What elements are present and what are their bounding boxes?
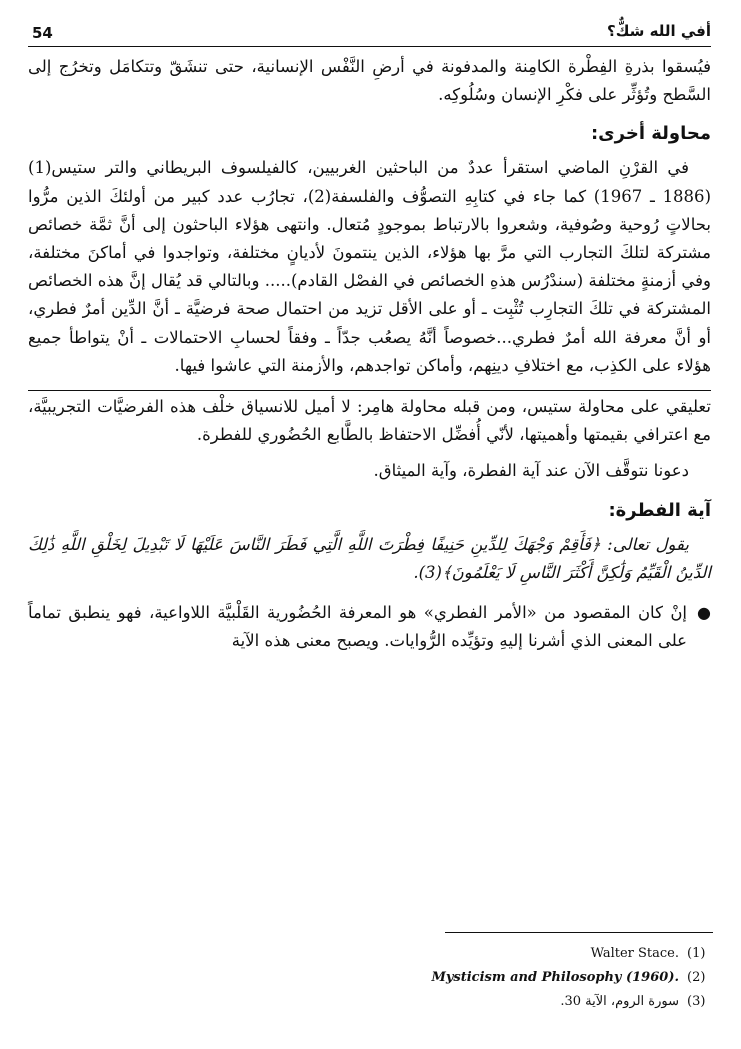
page-header [28,22,711,47]
footnote-2 [193,966,713,990]
page [28,22,711,655]
bullet-text: إنْ كان المقصود من «الأمر الفطري» هو المعرفة الحُضُورية القَلْبيَّة اللاواعية، فهو ينطبق تماماً على المعنى الذي أشرنا إليهِ وتؤيِّده الرُّوايات. ويصبح معنى هذه الآية [28,603,688,651]
footnote-text: Walter Stace. [590,946,679,961]
footnote-text: Mysticism and Philosophy (1960). [431,970,679,985]
bullet-item [28,599,711,655]
footnote-number: (1) [687,946,706,961]
section-heading-another-attempt: محاولة أخرى: [590,123,711,145]
footnote-divider [445,932,713,933]
section1-paragraph: في القرْنِ الماضي استقرأ عددٌ من الباحثين الغربيين، كالفيلسوف البريطاني والتر ستيس(1) (1886 ـ 1967) كما جاء في كتابِهِ التصوُّف والفلسفة(2)، تجارُب عدد كبير من أولئكَ الذين مرُّوا بحالاتٍ رُوحية وصُوفية، وشعروا بالارتباط بموجودٍ مُتعال. وانتهى هؤلاء الباحثون إلى أنَّ ثمَّة خصائص مشتركة لتلكَ التجارب التي مرَّ بها هؤلاء، الذين ينتمونَ لأديانٍ مختلفة، وتواجدوا في أماكنَ مختلفة، وفي أزمنةٍ مختلفة (سندْرُس هذهِ الخصائص في الفصْل القادم)..... وبالتالي قد يُقال إنَّ هذه الخصائص المشتركة في تلكَ التجارِب تُثْبِت ـ أو على الأقل تزيد من احتمال صحة فرضيَّة ـ أنَّ الدِّين أمرٌ فطري، أو أنَّ معرفة الله أمرٌ فطري...خصوصاً أنَّهُ يصعُب جدّاً ـ وفقاً لحسابِ الاحتمالات ـ أنْ يتواطأ جميع هؤلاء على الكذِب، مع اختلافِ دينِهم، وأماكن تواجدهم، والأزمنة التي عاشوا فيها. [28,158,711,375]
footnote-text: سورة الروم، الآية 30. [560,994,679,1009]
page-number: 54 [32,24,53,42]
running-title: أفي الله شكٌّ؟ [607,22,711,40]
intro-paragraph: فيُسقوا بذرةِ الفِطْرة الكامِنة والمدفونة في أرضِ النَّفْس الإنسانية، حتى تنشَقّ وتتكامَل وتخرُج إلى السَّطح وتُؤثِّر على فكْرِ الإنسان وسُلُوكِه. [28,57,711,105]
footnote-3 [193,990,713,1014]
section1-closing: دعونا نتوقَّف الآن عند آية الفطرة، وآية الميثاق. [373,461,689,481]
footnote-number: (2) [687,970,706,985]
page-body [28,53,711,655]
section-heading-fitra-verse: آية الفطرة: [608,499,711,521]
footnotes [193,942,713,1014]
footnote-1 [193,942,713,966]
quran-verse: يقول تعالى: ﴿فَأَقِمْ وَجْهَكَ لِلدِّينِ حَنِيفًا فِطْرَتَ اللَّهِ الَّتِي فَطَرَ النَّاسَ عَلَيْهَا لَا تَبْدِيلَ لِخَلْقِ اللَّهِ ذَٰلِكَ الدِّينُ الْقَيِّمُ وَلَٰكِنَّ أَكْثَرَ النَّاسِ لَا يَعْلَمُونَ﴾(3). [28,534,711,582]
bullet-dot-icon: ● [697,603,711,623]
author-comment: تعليقي على محاولة ستيس، ومن قبله محاولة هامِر: لا أميل للانسياق خلْف هذه الفرضيَّات التجريبيَّة، مع اعترافي بقيمتها وأهميتها، لأنّي أُفضِّل الاحتفاظ بالطَّابع الحُضُوري للفطرة. [28,390,711,449]
footnote-number: (3) [687,994,706,1009]
